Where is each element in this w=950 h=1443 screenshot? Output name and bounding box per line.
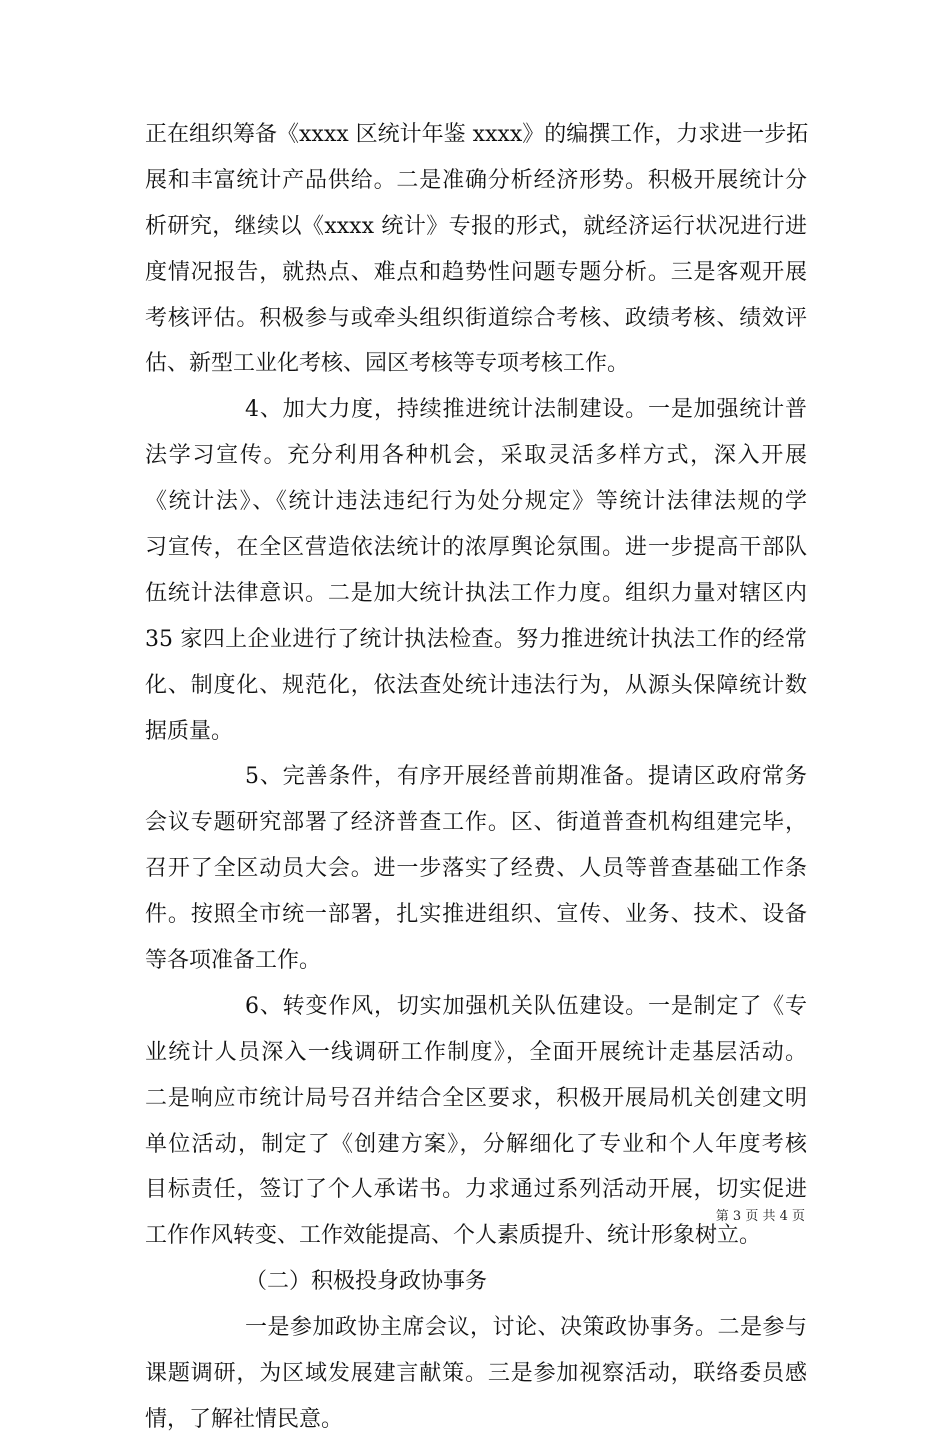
text-line: 《统计法》、《统计违法违纪行为处分规定》等统计法律法规的学 <box>145 489 807 515</box>
text-line: 课题调研，为区域发展建言献策。三是参加视察活动，联络委员感 <box>145 1361 807 1387</box>
page-number: 第 3 页 共 4 页 <box>715 1209 805 1224</box>
text-line: 情，了解社情民意。 <box>145 1406 344 1432</box>
text-line: 件。按照全市统一部署，扎实推进组织、宣传、业务、技术、设备 <box>145 902 807 928</box>
document-body <box>145 112 807 1443</box>
section-heading-6: 6、转变作风，切实加强机关队伍建设。一是制定了《专 <box>245 993 807 1019</box>
text-line: 目标责任，签订了个人承诺书。力求通过系列活动开展，切实促进 <box>145 1177 807 1203</box>
text-line: 召开了全区动员大会。进一步落实了经费、人员等普查基础工作条 <box>145 856 807 882</box>
text-line: 度情况报告，就热点、难点和趋势性问题专题分析。三是客观开展 <box>145 259 807 285</box>
text-line: 工作作风转变、工作效能提高、个人素质提升、统计形象树立。 <box>145 1223 762 1249</box>
text-line: 估、新型工业化考核、园区考核等专项考核工作。 <box>145 351 630 377</box>
text-line: 考核评估。积极参与或牵头组织街道综合考核、政绩考核、绩效评 <box>145 305 807 331</box>
text-line: 35 家四上企业进行了统计执法检查。努力推进统计执法工作的经常 <box>145 626 807 652</box>
text-line: 单位活动，制定了《创建方案》，分解细化了专业和个人年度考核 <box>145 1131 807 1157</box>
text-line: 析研究，继续以《xxxx 统计》专报的形式，就经济运行状况进行进 <box>145 213 807 239</box>
text-line: 法学习宣传。充分利用各种机会，采取灵活多样方式，深入开展 <box>145 443 807 469</box>
text-line: 等各项准备工作。 <box>145 948 322 974</box>
text-line: 正在组织筹备《xxxx 区统计年鉴 xxxx》的编撰工作，力求进一步拓 <box>145 122 809 147</box>
text-line: 一是参加政协主席会议，讨论、决策政协事务。二是参与 <box>245 1315 807 1341</box>
section-heading-5: 5、完善条件，有序开展经普前期准备。提请区政府常务 <box>245 764 807 790</box>
text-line: 化、制度化、规范化，依法查处统计违法行为，从源头保障统计数 <box>145 672 807 698</box>
text-line: 据质量。 <box>145 718 234 744</box>
text-line: 习宣传，在全区营造依法统计的浓厚舆论氛围。进一步提高干部队 <box>145 535 807 561</box>
text-line: 业统计人员深入一线调研工作制度》，全面开展统计走基层活动。 <box>145 1039 807 1065</box>
text-line: 二是响应市统计局号召并结合全区要求，积极开展局机关创建文明 <box>145 1085 807 1111</box>
text-line: 伍统计法律意识。二是加大统计执法工作力度。组织力量对辖区内 <box>145 580 807 606</box>
text-line: 展和丰富统计产品供给。二是准确分析经济形势。积极开展统计分 <box>145 167 807 193</box>
text-line: 会议专题研究部署了经济普查工作。区、街道普查机构组建完毕， <box>145 810 807 836</box>
section-heading-4: 4、加大力度，持续推进统计法制建设。一是加强统计普 <box>245 397 807 423</box>
section-heading-2: （二）积极投身政协事务 <box>245 1269 488 1295</box>
